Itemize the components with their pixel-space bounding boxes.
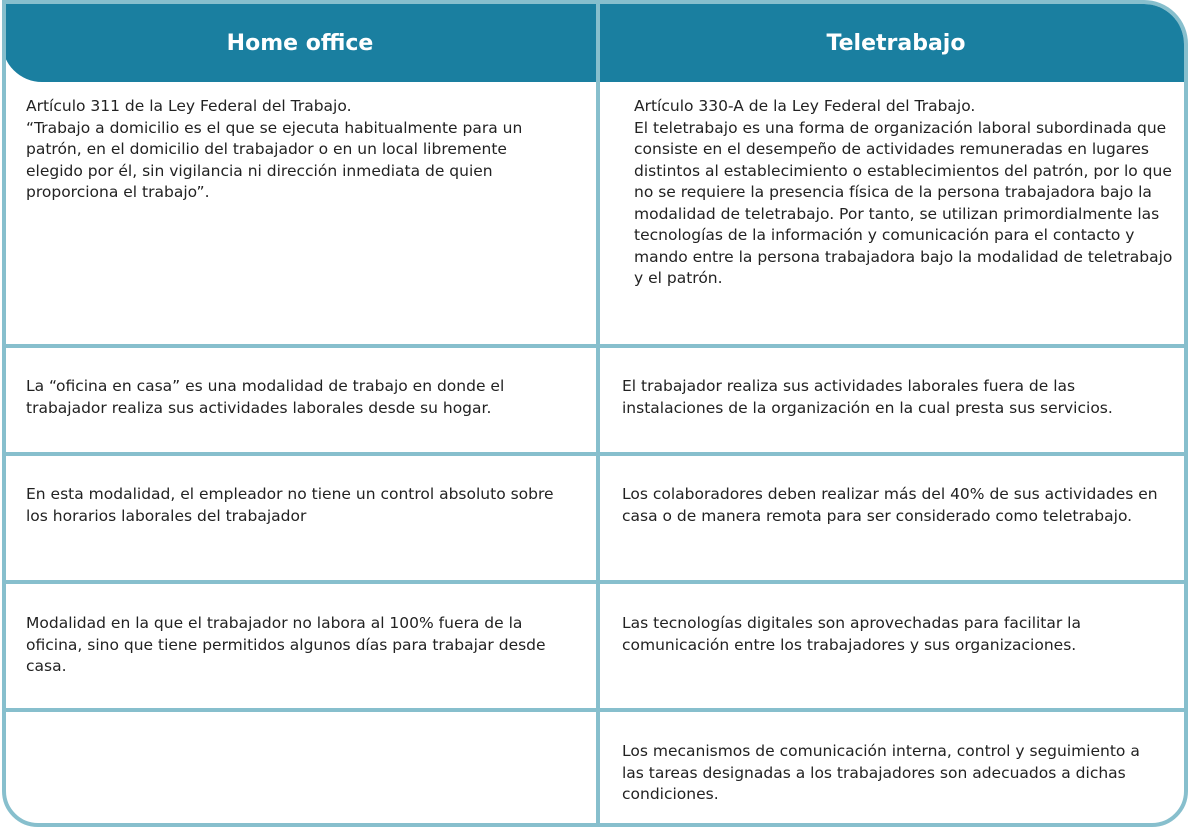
- table-cell-home-office: La “oficina en casa” es una modalidad de trabajo en donde el trabajador realiza sus actividades laborales desde su hogar.: [26, 377, 510, 417]
- table-cell-teletrabajo: El trabajador realiza sus actividades laborales fuera de las instalaciones de la organización en la cual presta sus servicios.: [622, 377, 1113, 417]
- row-divider: [6, 580, 1188, 584]
- table-cell-home-office: En esta modalidad, el empleador no tiene un control absoluto sobre los horarios laborales del trabajador: [26, 485, 559, 525]
- row-divider: [6, 708, 1188, 712]
- column-header-label: Home office: [226, 30, 374, 56]
- row-divider: [6, 344, 1188, 348]
- column-divider: [596, 4, 600, 827]
- column-header-label: Teletrabajo: [826, 30, 966, 56]
- column-header-home-office: [2, 4, 598, 82]
- column-header-teletrabajo: [600, 4, 1188, 82]
- comparison-table: [2, 0, 1188, 827]
- row-divider: [6, 452, 1188, 456]
- table-cell-teletrabajo: Los mecanismos de comunicación interna, control y seguimiento a las tareas designadas a los trabajadores son adecuados a dichas condiciones.: [622, 742, 1145, 803]
- table-cell-home-office: Artículo 311 de la Ley Federal del Trabajo. “Trabajo a domicilio es el que se ejecuta habitualmente para un patrón, en el domicilio del trabajador o en un local libremente elegido por él, sin vigilancia ni dirección inmediata de quien proporciona el trabajo”.: [26, 97, 523, 201]
- table-cell-teletrabajo: Los colaboradores deben realizar más del 40% de sus actividades en casa o de manera remota para ser considerado como teletrabajo.: [622, 485, 1163, 525]
- table-cell-home-office: Modalidad en la que el trabajador no labora al 100% fuera de la oficina, sino que tiene permitidos algunos días para trabajar desde casa.: [26, 614, 551, 675]
- table-cell-teletrabajo: Artículo 330-A de la Ley Federal del Trabajo. El teletrabajo es una forma de organización laboral subordinada que consiste en el desempeño de actividades remuneradas en lugares distintos al establecimiento o establecimientos del patrón, por lo que no se requiere la presencia física de la persona trabajadora bajo la modalidad de teletrabajo. Por tanto, se utilizan primordialmente las tecnologías de la información y comunicación para el contacto y mando entre la persona trabajadora bajo la modalidad de teletrabajo y el patrón.: [634, 97, 1173, 287]
- table-cell-teletrabajo: Las tecnologías digitales son aprovechadas para facilitar la comunicación entre los trabajadores y sus organizaciones.: [622, 614, 1086, 654]
